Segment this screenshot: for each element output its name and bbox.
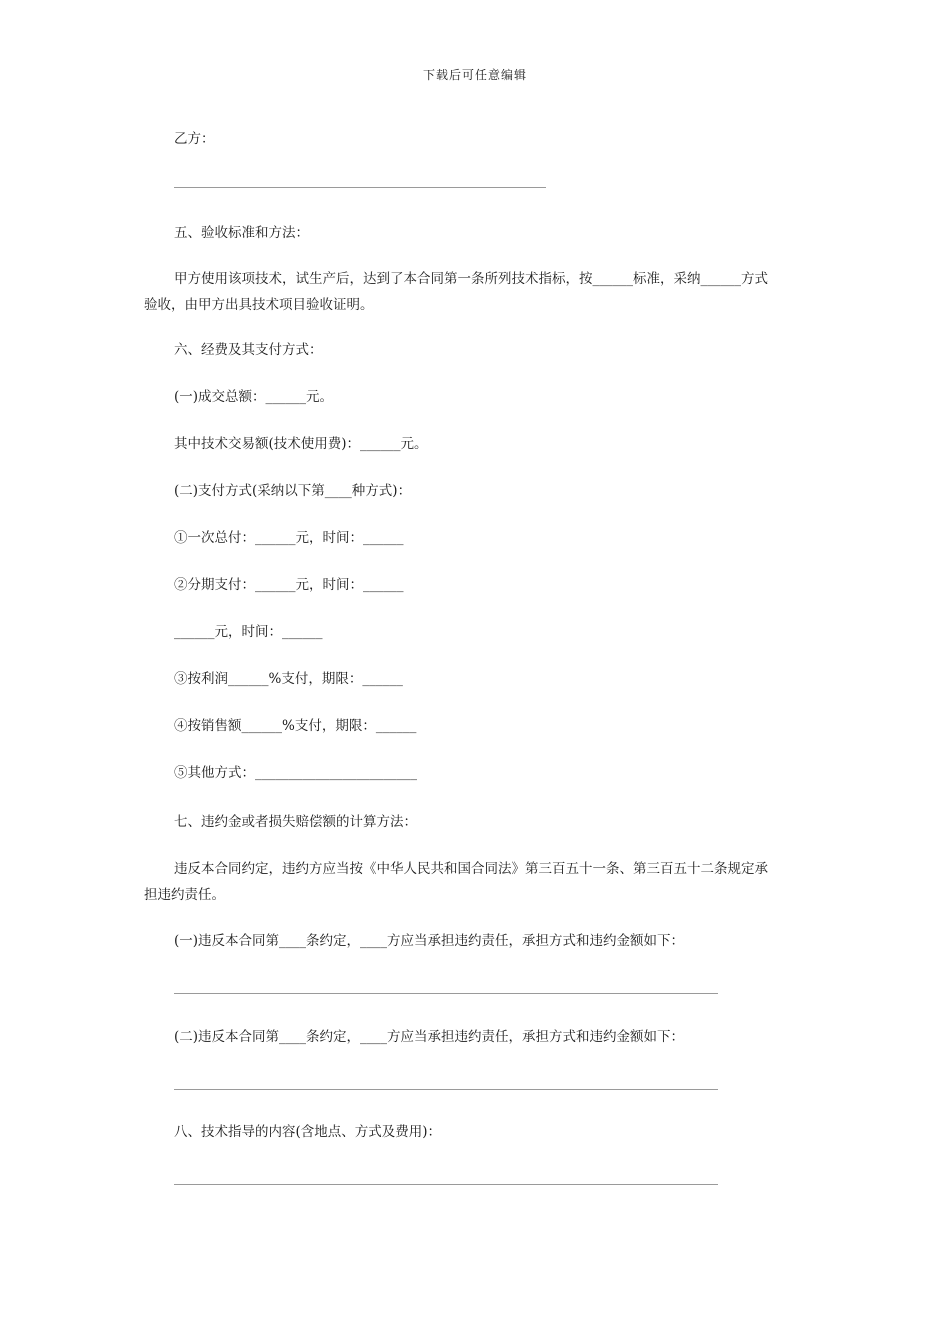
payment-method-title: (二)支付方式(采纳以下第____种方式)： — [174, 483, 412, 499]
party-b-signature-line — [174, 187, 546, 188]
payment-option-2: ②分期支付：______元，时间：______ — [174, 577, 404, 593]
section5-body-line2: 验收，由甲方出具技术项目验收证明。 — [144, 297, 374, 313]
breach-item-1-fill-line — [174, 993, 718, 994]
breach-item-2-fill-line — [174, 1089, 718, 1090]
breach-item-2: (二)违反本合同第____条约定，____方应当承担违约责任，承担方式和违约金额如下： — [174, 1029, 685, 1045]
page-header: 下载后可任意编辑 — [422, 68, 527, 82]
section7-title: 七、违约金或者损失赔偿额的计算方法： — [174, 814, 417, 830]
payment-option-1: ①一次总付：______元，时间：______ — [174, 530, 404, 546]
section5-title: 五、验收标准和方法： — [174, 225, 309, 241]
section5-body — [144, 266, 806, 318]
section5-body-line1: 甲方使用该项技术，试生产后，达到了本合同第一条所列技术指标，按______标准，采纳______方式 — [174, 271, 768, 287]
payment-option-3: ③按利润______%支付，期限：______ — [174, 671, 403, 687]
section7-body-line2: 担违约责任。 — [144, 887, 225, 903]
breach-item-1: (一)违反本合同第____条约定，____方应当承担违约责任，承担方式和违约金额如下： — [174, 933, 685, 949]
total-amount: (一)成交总额：______元。 — [174, 389, 334, 405]
section7-body — [144, 856, 806, 908]
section6-title: 六、经费及其支付方式： — [174, 342, 323, 358]
payment-option-2-continued: ______元，时间：______ — [174, 624, 323, 640]
payment-option-4: ④按销售额______%支付，期限：______ — [174, 718, 417, 734]
section8-fill-line — [174, 1184, 718, 1185]
section7-body-line1: 违反本合同约定，违约方应当按《中华人民共和国合同法》第三百五十一条、第三百五十二条规定承 — [174, 861, 768, 877]
tech-fee-amount: 其中技术交易额(技术使用费)：______元。 — [174, 436, 428, 452]
section8-title: 八、技术指导的内容(含地点、方式及费用)： — [174, 1124, 442, 1140]
party-b-label: 乙方： — [174, 131, 215, 147]
payment-option-5: ⑤其他方式：________________________ — [174, 765, 417, 781]
